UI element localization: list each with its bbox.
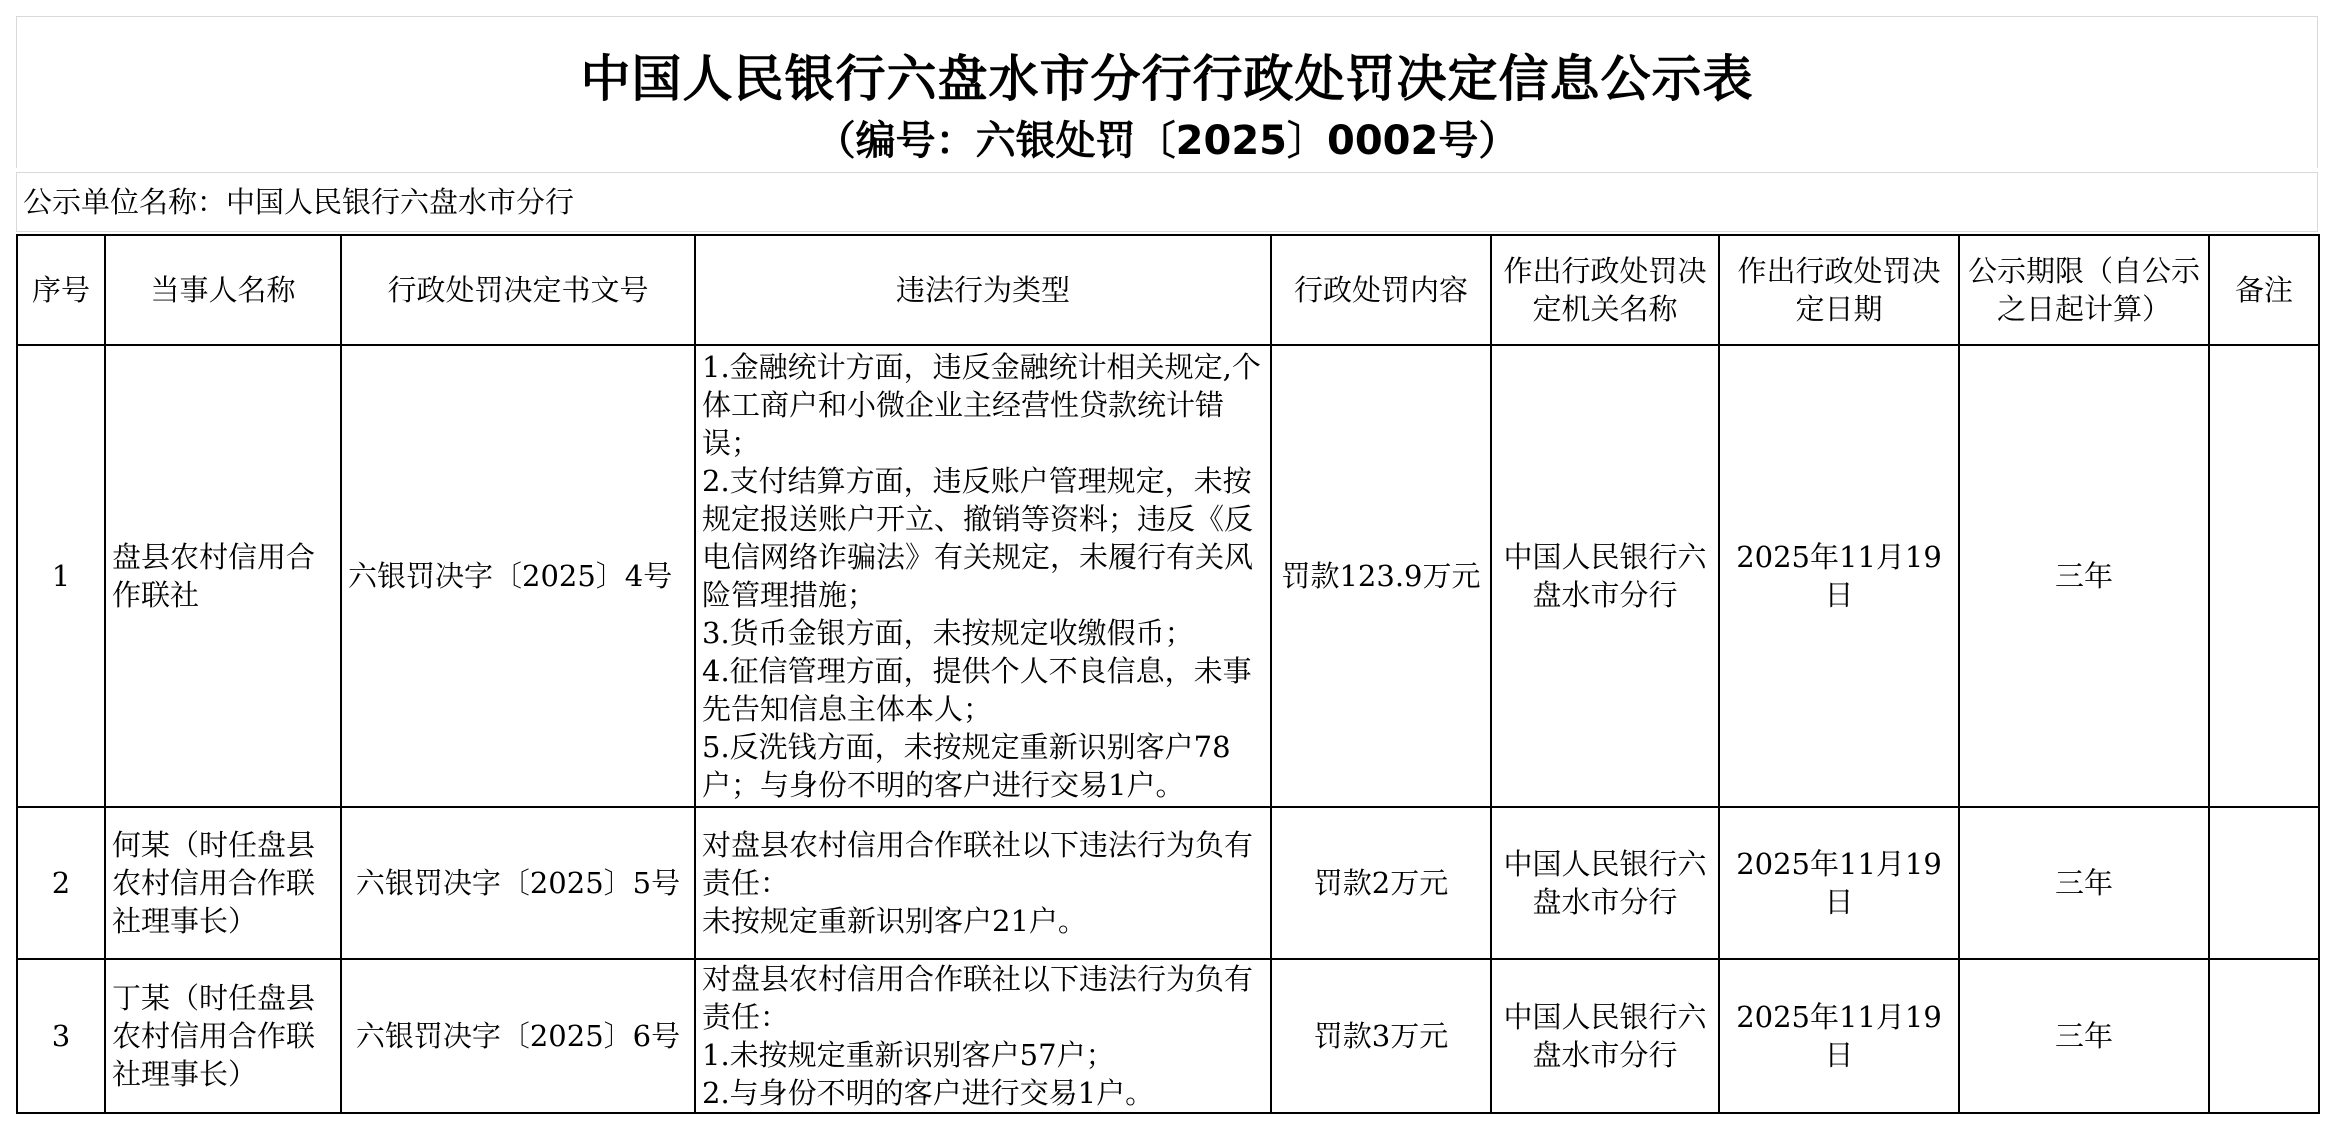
column-header-date: 作出行政处罚决定日期 xyxy=(1719,235,1959,345)
violation-item: 1.未按规定重新识别客户57户； xyxy=(702,1038,1115,1072)
violation-item: 未按规定重新识别客户21户。 xyxy=(702,904,1087,938)
row-remark xyxy=(2209,807,2319,959)
row-violations xyxy=(695,959,1271,1113)
column-header-doc-no: 行政处罚决定书文号 xyxy=(341,235,695,345)
row-remark xyxy=(2209,959,2319,1113)
column-header-penalty: 行政处罚内容 xyxy=(1271,235,1491,345)
violation-item: 对盘县农村信用合作联社以下违法行为负有责任： xyxy=(702,962,1254,1034)
penalty-table xyxy=(16,234,2320,1114)
row-no: 1 xyxy=(17,345,105,807)
row-authority: 中国人民银行六盘水市分行 xyxy=(1491,345,1719,807)
row-no: 3 xyxy=(17,959,105,1113)
violation-item: 3.货币金银方面，未按规定收缴假币； xyxy=(702,616,1194,650)
violation-item: 1.金融统计方面，违反金融统计相关规定,个体工商户和小微企业主经营性贷款统计错误； xyxy=(702,350,1261,460)
column-header-violation: 违法行为类型 xyxy=(695,235,1271,345)
violation-item: 2.支付结算方面，违反账户管理规定，未按规定报送账户开立、撤销等资料；违反《反电信网络诈骗法》有关规定，未履行有关风险管理措施； xyxy=(702,464,1254,612)
row-period: 三年 xyxy=(1959,807,2209,959)
row-party: 丁某（时任盘县农村信用合作联社理事长） xyxy=(105,959,341,1113)
column-header-remark: 备注 xyxy=(2209,235,2319,345)
document-number: （编号：六银处罚〔2025〕0002号） xyxy=(815,118,1519,164)
column-header-authority: 作出行政处罚决定机关名称 xyxy=(1491,235,1719,345)
column-header-no: 序号 xyxy=(17,235,105,345)
violation-item: 2.与身份不明的客户进行交易1户。 xyxy=(702,1076,1155,1110)
row-penalty: 罚款3万元 xyxy=(1271,959,1491,1113)
row-doc-no: 六银罚决字〔2025〕6号 xyxy=(341,959,695,1113)
row-period: 三年 xyxy=(1959,345,2209,807)
table-row xyxy=(17,807,2319,959)
title-block xyxy=(16,16,2318,168)
row-penalty: 罚款123.9万元 xyxy=(1271,345,1491,807)
row-party: 何某（时任盘县农村信用合作联社理事长） xyxy=(105,807,341,959)
document-title: 中国人民银行六盘水市分行行政处罚决定信息公示表 xyxy=(580,50,1754,108)
row-no: 2 xyxy=(17,807,105,959)
row-period: 三年 xyxy=(1959,959,2209,1113)
row-doc-no: 六银罚决字〔2025〕4号 xyxy=(341,345,695,807)
publishing-unit: 公示单位名称：中国人民银行六盘水市分行 xyxy=(16,172,2318,232)
row-remark xyxy=(2209,345,2319,807)
table-row xyxy=(17,345,2319,807)
row-penalty: 罚款2万元 xyxy=(1271,807,1491,959)
table-row xyxy=(17,959,2319,1113)
column-header-period: 公示期限（自公示之日起计算） xyxy=(1959,235,2209,345)
row-party: 盘县农村信用合作联社 xyxy=(105,345,341,807)
row-authority: 中国人民银行六盘水市分行 xyxy=(1491,959,1719,1113)
violation-item: 对盘县农村信用合作联社以下违法行为负有责任： xyxy=(702,828,1254,900)
row-date: 2025年11月19日 xyxy=(1719,807,1959,959)
row-violations xyxy=(695,345,1271,807)
row-date: 2025年11月19日 xyxy=(1719,959,1959,1113)
row-doc-no: 六银罚决字〔2025〕5号 xyxy=(341,807,695,959)
table-header-row xyxy=(17,235,2319,345)
violation-item: 4.征信管理方面，提供个人不良信息，未事先告知信息主体本人； xyxy=(702,654,1252,726)
violation-item: 5.反洗钱方面，未按规定重新识别客户78户；与身份不明的客户进行交易1户。 xyxy=(702,730,1231,802)
column-header-party: 当事人名称 xyxy=(105,235,341,345)
row-authority: 中国人民银行六盘水市分行 xyxy=(1491,807,1719,959)
row-violations xyxy=(695,807,1271,959)
row-date: 2025年11月19日 xyxy=(1719,345,1959,807)
